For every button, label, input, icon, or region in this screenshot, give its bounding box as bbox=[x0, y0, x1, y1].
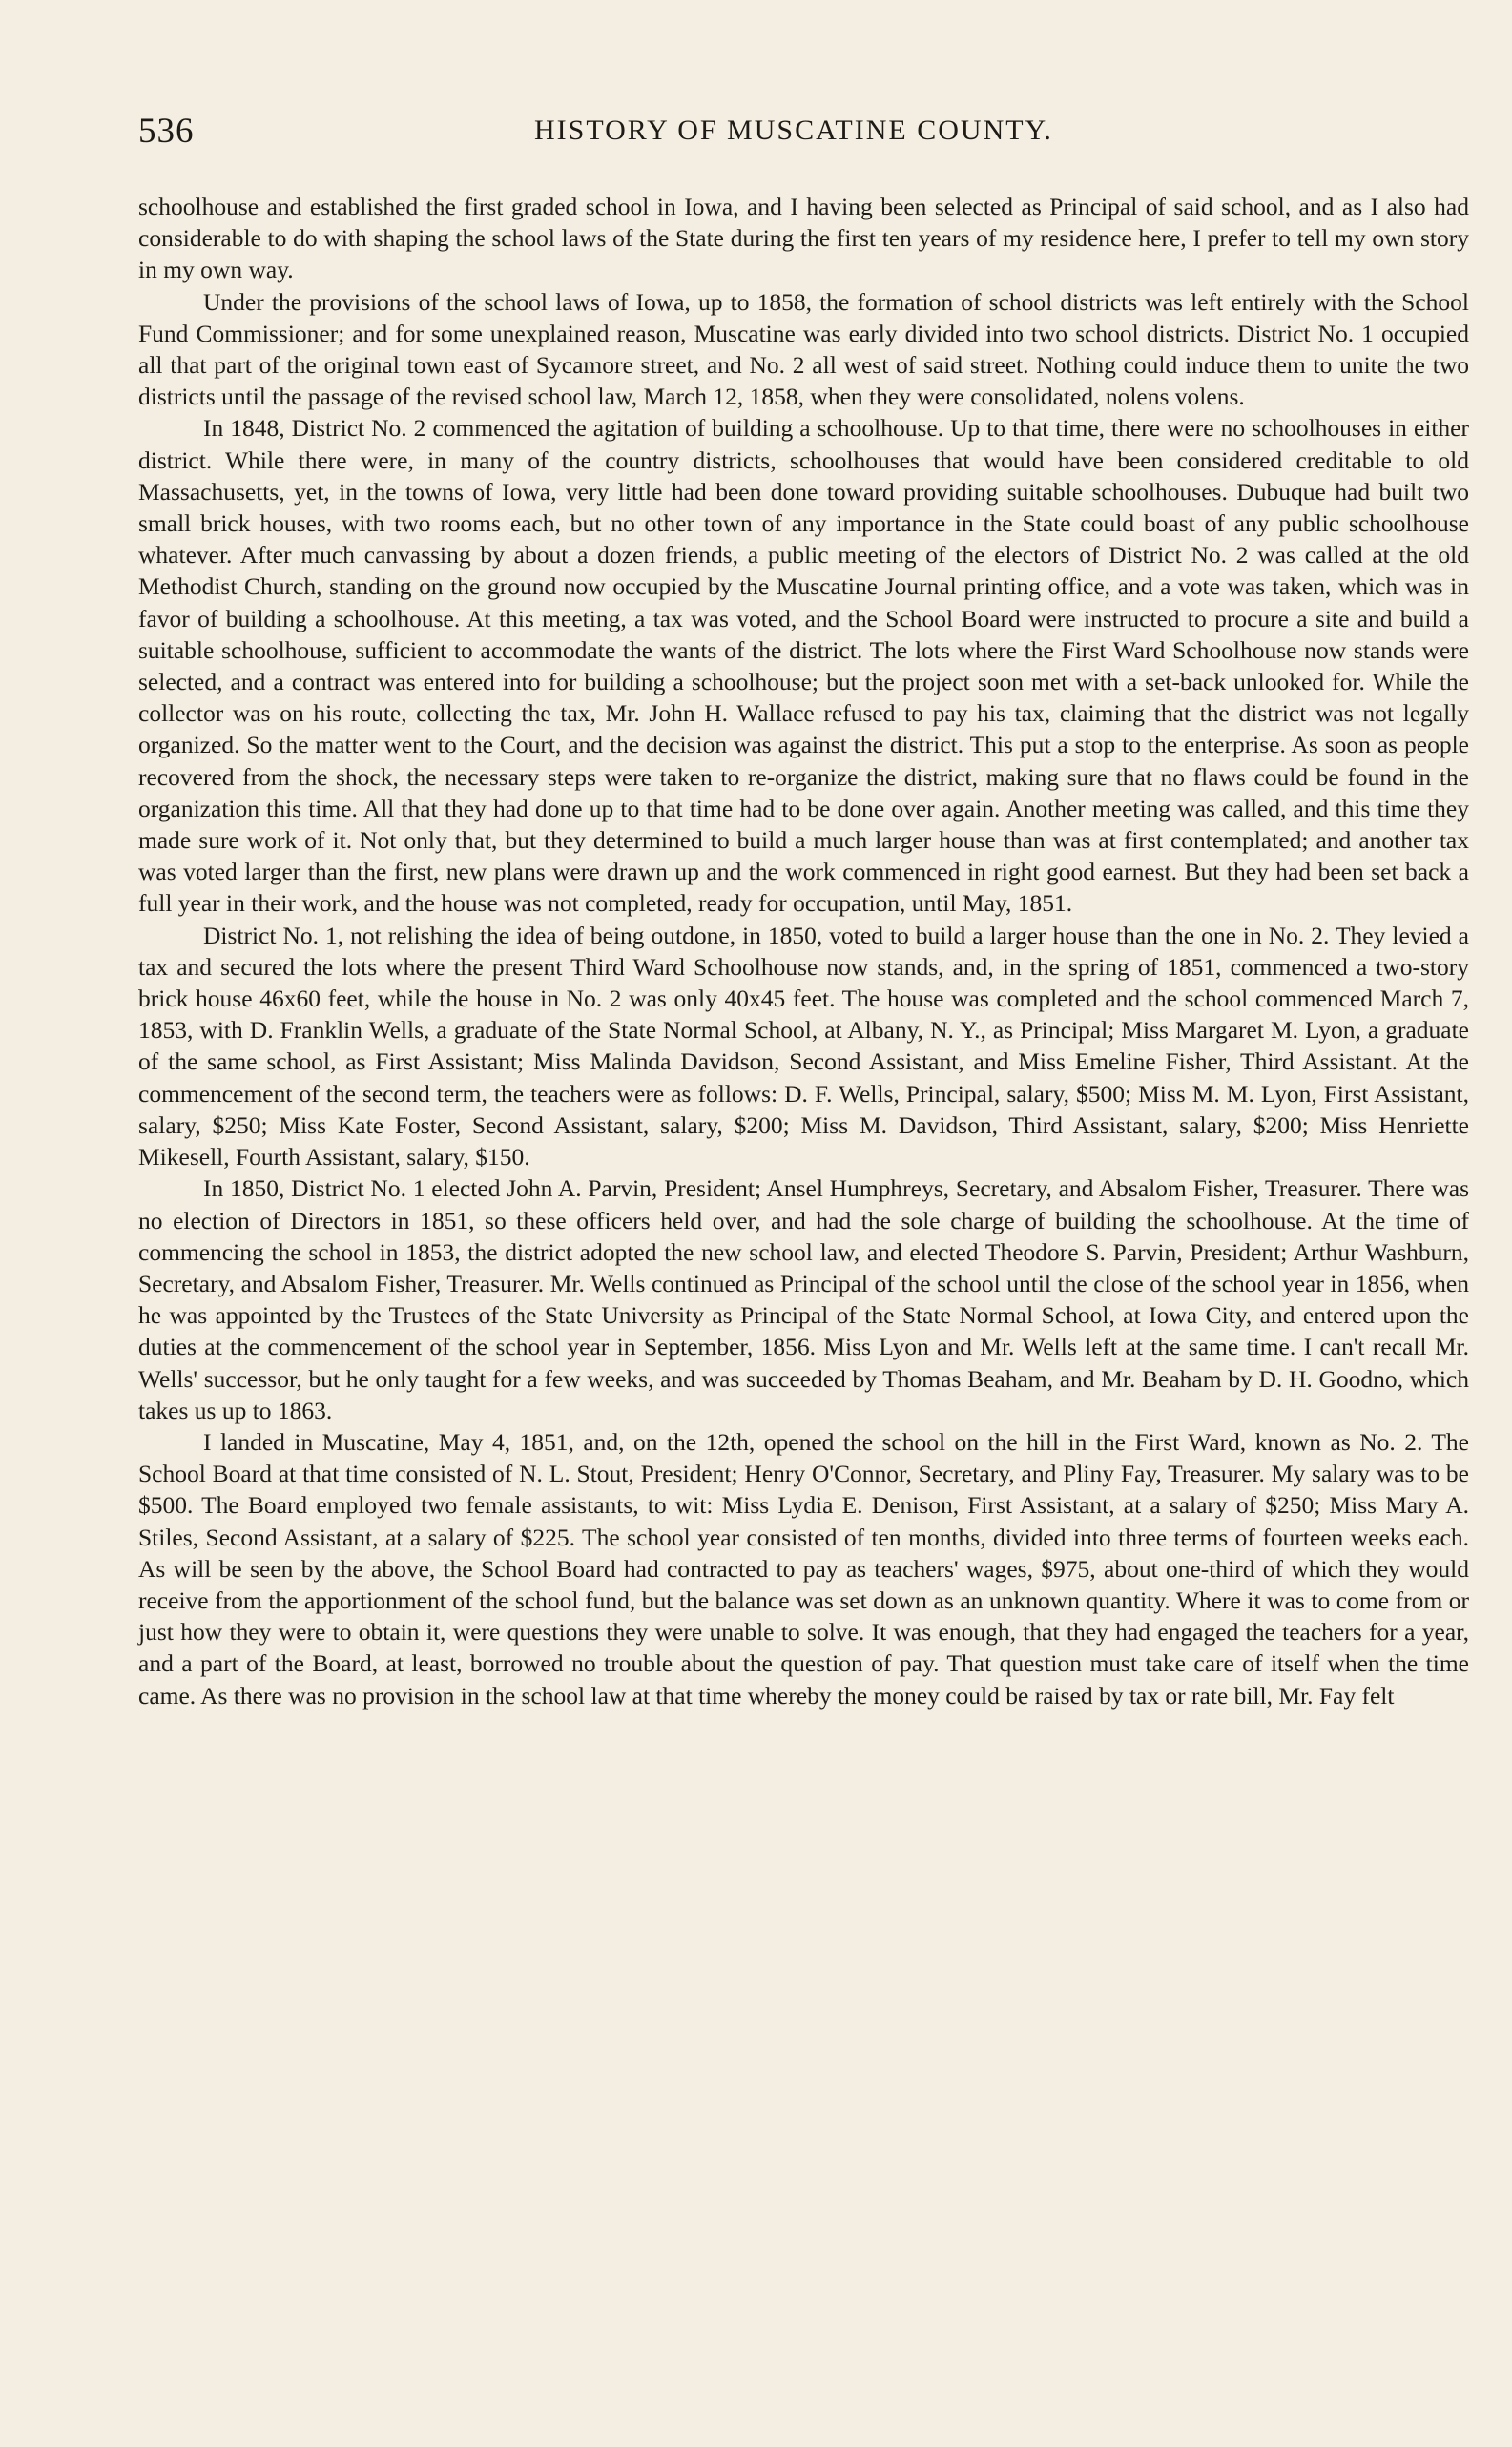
paragraph: In 1850, District No. 1 elected John A. Parvin, President; Ansel Humphreys, Secretary, and Absalom Fisher, Treasurer. There was no election of Directors in 1851, so these officers held over, and had the sole charge of building the schoolhouse. At the time of commencing the school in 1853, the district adopted the new school law, and elected Theodore S. Parvin, President; Arthur Washburn, Secretary, and Absalom Fisher, Treasurer. Mr. Wells continued as Principal of the school until the close of the school year in 1856, when he was appointed by the Trustees of the State University as Principal of the State Normal School, at Iowa City, and entered upon the duties at the commencement of the school year in September, 1856. Miss Lyon and Mr. Wells left at the same time. I can't recall Mr. Wells' successor, but he only taught for a few weeks, and was succeeded by Thomas Beaham, and Mr. Beaham by D. H. Goodno, which takes us up to 1863. bbox=[138, 1174, 1469, 1424]
page-header bbox=[138, 111, 1469, 158]
page-number: 536 bbox=[138, 112, 195, 151]
paragraph: I landed in Muscatine, May 4, 1851, and, on the 12th, opened the school on the hill in the First Ward, known as No. 2. The School Board at that time consisted of N. L. Stout, President; Henry O'Connor, Secretary, and Pliny Fay, Treasurer. My salary was to be $500. The Board employed two female assistants, to wit: Miss Lydia E. Denison, First Assistant, at a salary of $250; Miss Mary A. Stiles, Second Assistant, at a salary of $225. The school year consisted of ten months, divided into three terms of fourteen weeks each. As will be seen by the above, the School Board had contracted to pay as teachers' wages, $975, about one-third of which they would receive from the apportionment of the school fund, but the balance was set down as an unknown quantity. Where it was to come from or just how they were to obtain it, were questions they were unable to solve. It was enough, that they had engaged the teachers for a year, and a part of the Board, at least, borrowed no trouble about the question of pay. That question must take care of itself when the time came. As there was no provision in the school law at that time whereby the money could be raised by tax or rate bill, Mr. Fay felt bbox=[138, 1427, 1469, 1710]
running-head: HISTORY OF MUSCATINE COUNTY. bbox=[534, 114, 1053, 146]
body-text bbox=[138, 191, 1469, 1711]
paragraph: Under the provisions of the school laws of Iowa, up to 1858, the formation of school districts was left entirely with the School Fund Commissioner; and for some unexplained reason, Muscatine was early divided into two school districts. District No. 1 occupied all that part of the original town east of Sycamore street, and No. 2 all west of said street. Nothing could induce them to unite the two districts until the passage of the revised school law, March 12, 1858, when they were consolidated, nolens volens. bbox=[138, 287, 1469, 411]
paragraph: schoolhouse and established the first graded school in Iowa, and I having been selected as Principal of said school, and as I also had considerable to do with shaping the school laws of the State during the first ten years of my residence here, I prefer to tell my own story in my own way. bbox=[138, 193, 1469, 284]
paragraph: District No. 1, not relishing the idea of being outdone, in 1850, voted to build a larger house than the one in No. 2. They levied a tax and secured the lots where the present Third Ward Schoolhouse now stands, and, in the spring of 1851, commenced a two-story brick house 46x60 feet, while the house in No. 2 was only 40x45 feet. The house was completed and the school commenced March 7, 1853, with D. Franklin Wells, a graduate of the State Normal School, at Albany, N. Y., as Principal; Miss Margaret M. Lyon, a graduate of the same school, as First Assistant; Miss Malinda Davidson, Second Assistant, and Miss Emeline Fisher, Third Assistant. At the commencement of the second term, the teachers were as follows: D. F. Wells, Principal, salary, $500; Miss M. M. Lyon, First Assistant, salary, $250; Miss Kate Foster, Second Assistant, salary, $200; Miss M. Davidson, Third Assistant, salary, $200; Miss Henriette Mikesell, Fourth Assistant, salary, $150. bbox=[138, 921, 1469, 1172]
paragraph: In 1848, District No. 2 commenced the agitation of building a schoolhouse. Up to that time, there were no schoolhouses in either district. While there were, in many of the country districts, schoolhouses that would have been considered creditable to old Massachusetts, yet, in the towns of Iowa, very little had been done toward providing suitable schoolhouses. Dubuque had built two small brick houses, with two rooms each, but no other town of any importance in the State could boast of any public schoolhouse whatever. After much canvassing by about a dozen friends, a public meeting of the electors of District No. 2 was called at the old Methodist Church, standing on the ground now occupied by the Muscatine Journal printing office, and a vote was taken, which was in favor of building a schoolhouse. At this meeting, a tax was voted, and the School Board were instructed to procure a site and build a suitable schoolhouse, sufficient to accommodate the wants of the district. The lots where the First Ward Schoolhouse now stands were selected, and a contract was entered into for building a schoolhouse; but the project soon met with a set-back unlooked for. While the collector was on his route, collecting the tax, Mr. John H. Wallace refused to pay his tax, claiming that the district was not legally organized. So the matter went to the Court, and the decision was against the district. This put a stop to the enterprise. As soon as people recovered from the shock, the necessary steps were taken to re-organize the district, making sure that no flaws could be found in the organization this time. All that they had done up to that time had to be done over again. Another meeting was called, and this time they made sure work of it. Not only that, but they determined to build a much larger house than was at first contemplated; and another tax was voted larger than the first, new plans were drawn up and the work commenced in right good earnest. But they had been set back a full year in their work, and the house was not completed, ready for occupation, until May, 1851. bbox=[138, 414, 1469, 918]
